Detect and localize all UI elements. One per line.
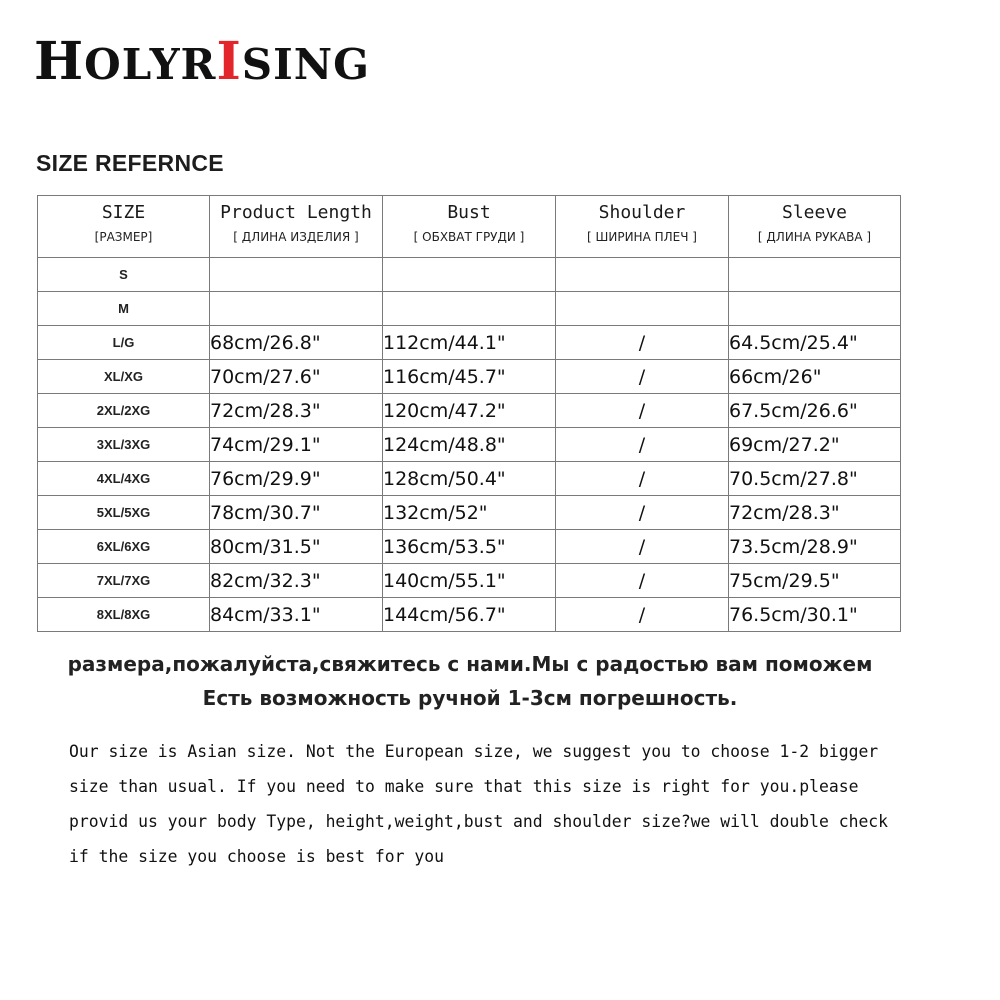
size-cell: 8XL/8XG: [38, 598, 210, 632]
column-header-shoulder: [556, 196, 729, 258]
table-row: [38, 530, 901, 564]
bust-cell: 128cm/50.4": [383, 462, 556, 496]
sleeve-cell: [729, 258, 901, 292]
shoulder-cell: [556, 292, 729, 326]
table-row: [38, 428, 901, 462]
bust-cell: 144cm/56.7": [383, 598, 556, 632]
advice-line: size than usual. If you need to make sure that this size is right for you.please: [69, 777, 859, 796]
shoulder-cell: /: [556, 428, 729, 462]
size-cell: XL/XG: [38, 360, 210, 394]
sleeve-cell: 75cm/29.5": [729, 564, 901, 598]
column-header-label: Bust: [447, 202, 491, 223]
column-header-label: SIZE: [101, 202, 146, 223]
column-header-label: Sleeve: [781, 202, 848, 223]
sleeve-cell: 64.5cm/25.4": [729, 326, 901, 360]
length-cell: 70cm/27.6": [210, 360, 383, 394]
size-cell: S: [38, 258, 210, 292]
sleeve-cell: 70.5cm/27.8": [729, 462, 901, 496]
bust-cell: 136cm/53.5": [383, 530, 556, 564]
sleeve-cell: 72cm/28.3": [729, 496, 901, 530]
column-header-label: Shoulder: [598, 202, 686, 223]
size-cell: M: [38, 292, 210, 326]
size-cell: 3XL/3XG: [38, 428, 210, 462]
size-cell: 2XL/2XG: [38, 394, 210, 428]
column-header-bust: [383, 196, 556, 258]
column-header-product-length: [210, 196, 383, 258]
brand-logo: [34, 31, 371, 92]
column-header-label: Product Length: [220, 202, 372, 223]
shoulder-cell: /: [556, 360, 729, 394]
section-title: SIZE REFERNCE: [36, 150, 224, 176]
length-cell: 74cm/29.1": [210, 428, 383, 462]
length-cell: 72cm/28.3": [210, 394, 383, 428]
shoulder-cell: /: [556, 326, 729, 360]
shoulder-cell: [556, 258, 729, 292]
bust-cell: 132cm/52": [383, 496, 556, 530]
column-header-label-ru: [ ОБХВАТ ГРУДИ ]: [413, 230, 525, 244]
column-header-label-ru: [ ДЛИНА ИЗДЕЛИЯ ]: [233, 230, 359, 244]
russian-note-line: размера,пожалуйста,свяжитесь с нами.Мы с радостью вам поможем: [67, 652, 873, 676]
russian-note-line: Есть возможность ручной 1-3см погрешность.: [202, 686, 738, 710]
shoulder-cell: /: [556, 530, 729, 564]
column-header-label-ru: [ ШИРИНА ПЛЕЧ ]: [587, 230, 697, 244]
shoulder-cell: /: [556, 564, 729, 598]
shoulder-cell: /: [556, 462, 729, 496]
shoulder-cell: /: [556, 496, 729, 530]
length-cell: 80cm/31.5": [210, 530, 383, 564]
table-header-row: [38, 196, 901, 258]
length-cell: [210, 258, 383, 292]
sleeve-cell: 67.5cm/26.6": [729, 394, 901, 428]
size-chart-table: [37, 195, 901, 632]
bust-cell: 120cm/47.2": [383, 394, 556, 428]
length-cell: 78cm/30.7": [210, 496, 383, 530]
advice-line: Our size is Asian size. Not the European size, we suggest you to choose 1-2 bigger: [69, 742, 879, 761]
sleeve-cell: 66cm/26": [729, 360, 901, 394]
size-cell: 6XL/6XG: [38, 530, 210, 564]
table-row: [38, 496, 901, 530]
logo-letter-h: H: [34, 31, 85, 92]
size-cell: 7XL/7XG: [38, 564, 210, 598]
length-cell: 68cm/26.8": [210, 326, 383, 360]
logo-text-part1: OLYR: [84, 40, 217, 89]
bust-cell: 124cm/48.8": [383, 428, 556, 462]
table-row: [38, 258, 901, 292]
table-row: [38, 598, 901, 632]
bust-cell: [383, 292, 556, 326]
table-row: [38, 326, 901, 360]
sleeve-cell: [729, 292, 901, 326]
table-row: [38, 462, 901, 496]
logo-text-part2: SING: [241, 40, 371, 89]
shoulder-cell: /: [556, 598, 729, 632]
bust-cell: 112cm/44.1": [383, 326, 556, 360]
column-header-sleeve: [729, 196, 901, 258]
advice-line: if the size you choose is best for you: [69, 847, 444, 866]
bust-cell: 116cm/45.7": [383, 360, 556, 394]
logo-letter-i: I: [216, 31, 242, 92]
table-row: [38, 564, 901, 598]
sleeve-cell: 69cm/27.2": [729, 428, 901, 462]
table-row: [38, 394, 901, 428]
table-row: [38, 360, 901, 394]
length-cell: 82cm/32.3": [210, 564, 383, 598]
shoulder-cell: /: [556, 394, 729, 428]
column-header-size: [38, 196, 210, 258]
size-advice-paragraph: [69, 734, 929, 874]
table-row: [38, 292, 901, 326]
column-header-label-ru: [РАЗМЕР]: [94, 230, 153, 244]
length-cell: [210, 292, 383, 326]
sleeve-cell: 76.5cm/30.1": [729, 598, 901, 632]
sleeve-cell: 73.5cm/28.9": [729, 530, 901, 564]
advice-line: provid us your body Type, height,weight,bust and shoulder size?we will double check: [69, 812, 889, 831]
size-cell: 5XL/5XG: [38, 496, 210, 530]
size-cell: L/G: [38, 326, 210, 360]
column-header-label-ru: [ ДЛИНА РУКАВА ]: [757, 230, 872, 244]
length-cell: 84cm/33.1": [210, 598, 383, 632]
size-cell: 4XL/4XG: [38, 462, 210, 496]
length-cell: 76cm/29.9": [210, 462, 383, 496]
bust-cell: 140cm/55.1": [383, 564, 556, 598]
bust-cell: [383, 258, 556, 292]
